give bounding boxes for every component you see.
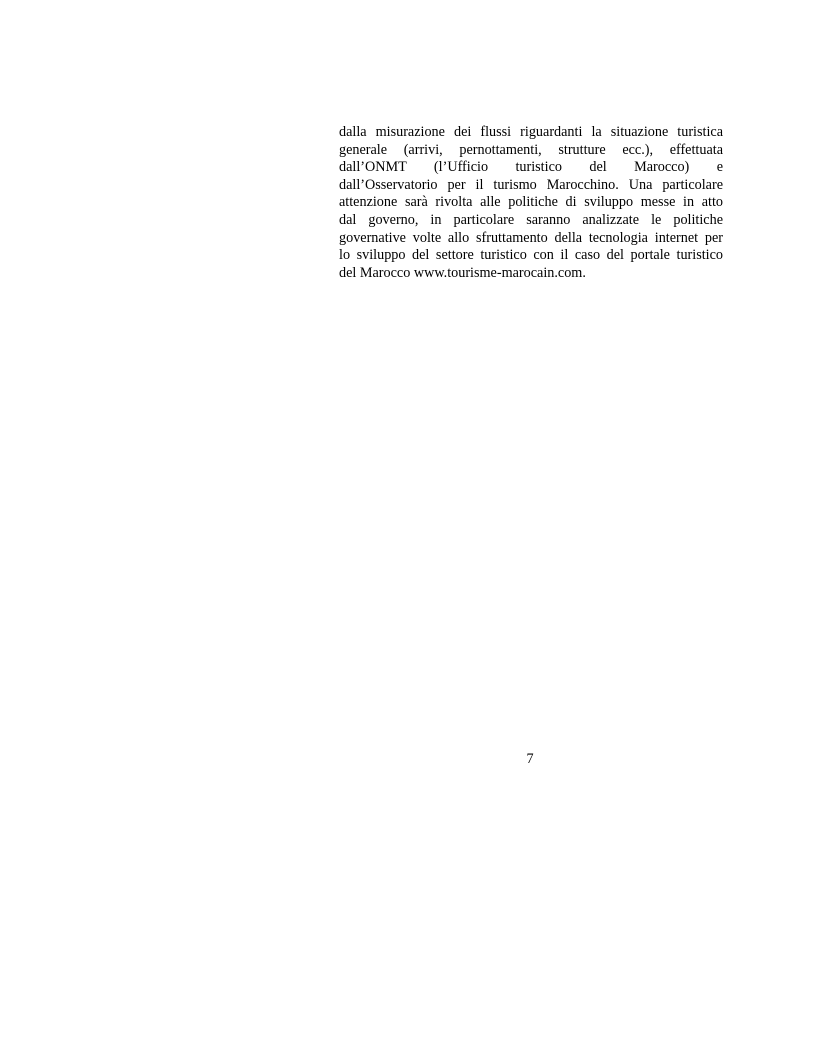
paragraph-line: dalla misurazione dei flussi riguardanti la situazione turistica bbox=[339, 124, 723, 140]
paragraph-line: generale (arrivi, pernottamenti, strutture ecc.), effettuata bbox=[339, 141, 723, 158]
paragraph-line: lo sviluppo del settore turistico con il caso del portale turistico bbox=[339, 247, 723, 264]
body-paragraph bbox=[339, 124, 723, 282]
paragraph-line: dall’ONMT (l’Ufficio turistico del Marocco) e bbox=[339, 159, 723, 176]
paragraph-line: governative volte allo sfruttamento della tecnologia internet per bbox=[339, 229, 723, 246]
paragraph-line: dal governo, in particolare saranno analizzate le politiche bbox=[339, 211, 723, 228]
paragraph-line: del Marocco www.tourisme-marocain.com. bbox=[339, 264, 586, 281]
paragraph-line: dall’Osservatorio per il turismo Marocchino. Una particolare bbox=[339, 176, 723, 193]
page-number: 7 bbox=[526, 751, 534, 767]
paragraph-line: attenzione sarà rivolta alle politiche di sviluppo messe in atto bbox=[339, 194, 723, 211]
